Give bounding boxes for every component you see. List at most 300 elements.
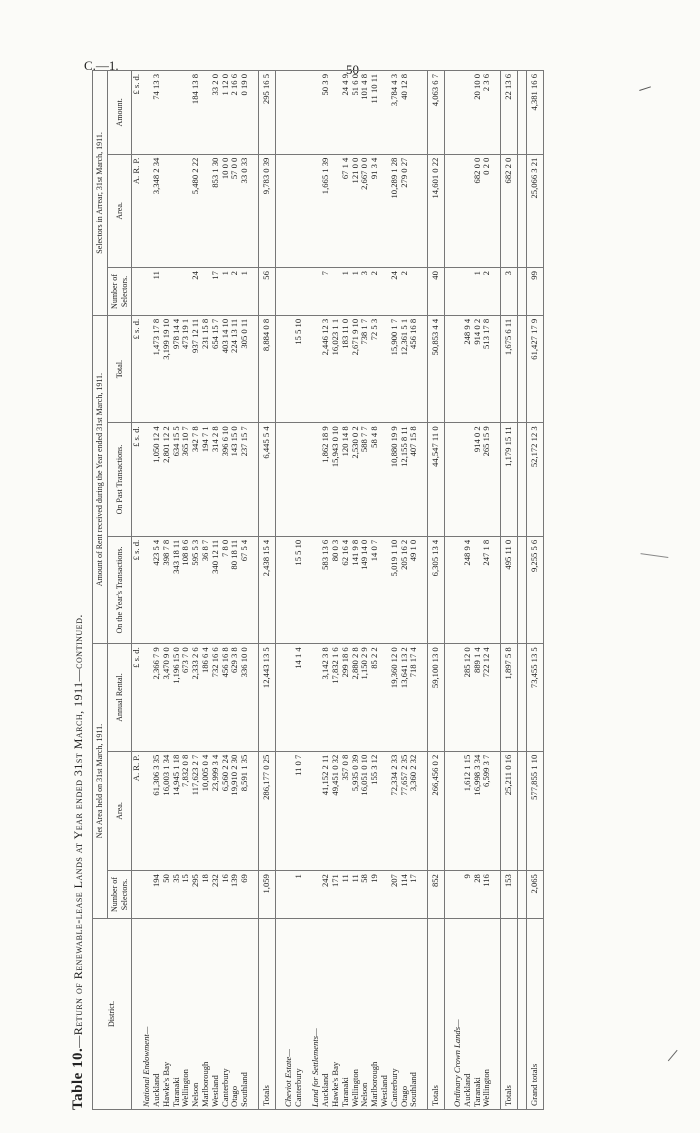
cell-value: 207 xyxy=(390,871,400,919)
units-row xyxy=(132,71,142,1110)
cell-district: Hawke's Bay xyxy=(162,918,172,1109)
cell-value: 3,199 19 10 xyxy=(162,315,172,422)
cell-value: 17,832 1 6 xyxy=(331,644,341,751)
cell-value: 20 10 0 xyxy=(473,71,483,155)
cell-value: 72 5 3 xyxy=(370,315,380,422)
table-row xyxy=(181,71,191,1110)
cell-district: Nelson xyxy=(360,918,370,1109)
cell-value: 588 7 7 xyxy=(360,423,370,536)
cell-value: 423 5 4 xyxy=(152,536,162,643)
cell-value: 14,945 1 18 xyxy=(172,751,182,870)
cell-value xyxy=(294,423,304,536)
cell-value: 14,601 0 22 xyxy=(428,154,445,267)
table-row xyxy=(152,71,162,1110)
col-arr-num: Number of Selectors. xyxy=(107,268,132,316)
table-row xyxy=(473,71,483,1110)
cell-value: 4,381 16 6 xyxy=(526,71,543,155)
table-row xyxy=(294,71,304,1110)
cell-value: 18 xyxy=(201,871,211,919)
table-title xyxy=(70,70,87,1110)
cell-value: 61,427 17 9 xyxy=(526,315,543,422)
cell-value xyxy=(172,268,182,316)
cell-value: 3,784 4 3 xyxy=(390,71,400,155)
cell-value: 7 xyxy=(321,268,331,316)
group-header-row xyxy=(311,71,321,1110)
cell-district: Canterbury xyxy=(294,918,304,1109)
cell-value: 1 12 0 xyxy=(221,71,231,155)
cell-value: 12,443 13 5 xyxy=(258,644,275,751)
table-row xyxy=(341,71,351,1110)
cell-value: 2 16 6 xyxy=(230,71,240,155)
col-district: District. xyxy=(93,918,132,1109)
cell-value: 0 2 0 xyxy=(482,154,492,267)
cell-value: 978 14 4 xyxy=(172,315,182,422)
cell-value: 914 0 2 xyxy=(473,315,483,422)
cell-value: 342 7 8 xyxy=(191,423,201,536)
cell-value: 1 xyxy=(473,268,483,316)
cell-value: 80 0 3 xyxy=(331,536,341,643)
cell-value: 224 13 11 xyxy=(230,315,240,422)
cell-value: 9,255 5 6 xyxy=(526,536,543,643)
cell-value: 14 0 7 xyxy=(370,536,380,643)
cell-value: 194 xyxy=(152,871,162,919)
cell-value: 108 8 6 xyxy=(181,536,191,643)
cell-value: 6,305 13 4 xyxy=(428,536,445,643)
cell-value: 141 9 8 xyxy=(351,536,361,643)
cell-value: 2,446 12 3 xyxy=(321,315,331,422)
cell-value: 1 xyxy=(351,268,361,316)
cell-value: 7,832 0 8 xyxy=(181,751,191,870)
cell-district: Nelson xyxy=(191,918,201,1109)
cell-value: 155 3 12 xyxy=(370,751,380,870)
cell-value: 74 13 3 xyxy=(152,71,162,155)
cell-value: 8,591 1 35 xyxy=(240,751,250,870)
cell-value: 1,059 xyxy=(258,871,275,919)
cell-value: 153 xyxy=(501,871,518,919)
cell-value: 121 0 0 xyxy=(351,154,361,267)
cell-value: 11 0 7 xyxy=(294,751,304,870)
cell-value: 2,530 0 2 xyxy=(351,423,361,536)
cell-value: 403 14 10 xyxy=(221,315,231,422)
cell-value xyxy=(294,154,304,267)
cell-value: 2,333 2 6 xyxy=(191,644,201,751)
totals-row xyxy=(258,71,275,1110)
table-row xyxy=(240,71,250,1110)
cell-value: 12,361 5 1 xyxy=(400,315,410,422)
cell-value: 12,155 8 11 xyxy=(400,423,410,536)
cell-value: 143 15 0 xyxy=(230,423,240,536)
cell-value: 398 7 8 xyxy=(162,536,172,643)
cell-value xyxy=(453,154,463,267)
cell-value: 3 xyxy=(360,268,370,316)
cell-district: Wellington xyxy=(482,918,492,1109)
cell-value: 11 10 11 xyxy=(370,71,380,155)
cell-value: 56 xyxy=(258,268,275,316)
cell-value: 314 2 8 xyxy=(211,423,221,536)
spacer-row xyxy=(444,71,453,1110)
cell-value: 1 xyxy=(221,268,231,316)
cell-value xyxy=(453,423,463,536)
cell-district: Westland xyxy=(211,918,221,1109)
cell-value: 357 0 8 xyxy=(341,751,351,870)
cell-value: 50,853 4 4 xyxy=(428,315,445,422)
cell-value: 33 2 0 xyxy=(211,71,221,155)
cell-value: 295 xyxy=(191,871,201,919)
col-group-held: Net Area held on 31st March, 1911. xyxy=(93,644,108,919)
cell-value: 22 13 6 xyxy=(501,71,518,155)
cell-value: 266,456 0 2 xyxy=(428,751,445,870)
table-row xyxy=(390,71,400,1110)
cell-value: £ s. d. xyxy=(132,644,142,751)
cell-value: 295 16 5 xyxy=(258,71,275,155)
spacer-row xyxy=(250,71,259,1110)
cell-value: 914 0 2 xyxy=(473,423,483,536)
cell-value: 286,177 0 25 xyxy=(258,751,275,870)
cell-value: 3 xyxy=(501,268,518,316)
cell-value: 343 18 11 xyxy=(172,536,182,643)
cell-value: 91 3 4 xyxy=(370,154,380,267)
cell-value: 23,999 3 4 xyxy=(211,751,221,870)
cell-value: 10,289 1 28 xyxy=(390,154,400,267)
table-row xyxy=(221,71,231,1110)
col-area: Area. xyxy=(107,751,132,870)
group-header-row xyxy=(453,71,463,1110)
cell-value: 231 15 8 xyxy=(201,315,211,422)
cell-value: 44,547 11 0 xyxy=(428,423,445,536)
table-row xyxy=(351,71,361,1110)
cell-value: 59,100 13 0 xyxy=(428,644,445,751)
cell-value: 2,671 9 10 xyxy=(351,315,361,422)
cell-value: 1,897 5 8 xyxy=(501,644,518,751)
cell-value: 852 xyxy=(428,871,445,919)
spacer-row xyxy=(517,71,526,1110)
cell-value: 16,003 1 34 xyxy=(162,751,172,870)
cell-value: 57 0 0 xyxy=(230,154,240,267)
cell-value: 5,935 0 39 xyxy=(351,751,361,870)
cell-value: 2 3 6 xyxy=(482,71,492,155)
cell-value: 58 xyxy=(360,871,370,919)
cell-value: 718 17 4 xyxy=(409,644,419,751)
cell-value: 9,783 0 39 xyxy=(258,154,275,267)
totals-row xyxy=(428,71,445,1110)
col-arr-amount: Amount. xyxy=(107,71,132,155)
cell-value: 629 3 8 xyxy=(230,644,240,751)
cell-district: Totals xyxy=(428,918,445,1109)
cell-value: 116 xyxy=(482,871,492,919)
cell-value: 2,801 12 2 xyxy=(162,423,172,536)
cell-district: Marlborough xyxy=(370,918,380,1109)
cell-value: 120 14 8 xyxy=(341,423,351,536)
cell-value xyxy=(132,871,142,919)
cell-district: Canterbury xyxy=(221,918,231,1109)
cell-value: 2 xyxy=(370,268,380,316)
cell-value: 62 16 4 xyxy=(341,536,351,643)
cell-value: 1,150 2 9 xyxy=(360,644,370,751)
group-header-row xyxy=(142,71,152,1110)
cell-value: 184 13 8 xyxy=(191,71,201,155)
cell-value: 1,050 12 4 xyxy=(152,423,162,536)
cell-value: 40 12 8 xyxy=(400,71,410,155)
cell-value: 52,172 12 3 xyxy=(526,423,543,536)
cell-value xyxy=(132,268,142,316)
cell-value: 19,910 2 30 xyxy=(230,751,240,870)
col-on-year: On the Year's Transactions. xyxy=(107,536,132,643)
cell-value: 248 9 4 xyxy=(463,536,473,643)
page-number: 50 xyxy=(346,62,359,77)
cell-value: 1,473 17 8 xyxy=(152,315,162,422)
cell-value: 513 17 8 xyxy=(482,315,492,422)
cell-value: 1,196 15 0 xyxy=(172,644,182,751)
cell-value: 248 9 4 xyxy=(463,315,473,422)
cell-value: 19,360 12 0 xyxy=(390,644,400,751)
cell-value: 3,470 9 0 xyxy=(162,644,172,751)
cell-district: National Endowment— xyxy=(142,918,152,1109)
cell-value: 10,880 19 9 xyxy=(390,423,400,536)
cell-value xyxy=(294,268,304,316)
cell-value: 0 19 0 xyxy=(240,71,250,155)
cell-value: 1,675 6 11 xyxy=(501,315,518,422)
cell-value: 35 xyxy=(172,871,182,919)
cell-value: 16,051 0 10 xyxy=(360,751,370,870)
cell-value: 17 xyxy=(409,871,419,919)
cell-value xyxy=(409,268,419,316)
cell-district: Cheviot Estate— xyxy=(284,918,294,1109)
cell-value: 101 4 8 xyxy=(360,71,370,155)
cell-value: 16,998 3 34 xyxy=(473,751,483,870)
table-row xyxy=(463,71,473,1110)
cell-district: Wellington xyxy=(351,918,361,1109)
cell-value: 285 12 0 xyxy=(463,644,473,751)
cell-district: Grand totals xyxy=(526,918,543,1109)
cell-value: 77,657 2 35 xyxy=(400,751,410,870)
cell-value: 33 0 33 xyxy=(240,154,250,267)
cell-district: Land for Settlements— xyxy=(311,918,321,1109)
cell-value: 7 8 0 xyxy=(221,536,231,643)
cell-value: 232 xyxy=(211,871,221,919)
cell-value: A. R. P. xyxy=(132,751,142,870)
cell-value: 340 12 11 xyxy=(211,536,221,643)
spacer-row xyxy=(303,71,311,1110)
cell-value: 6,560 2 24 xyxy=(221,751,231,870)
cell-value: 11 xyxy=(341,871,351,919)
cell-value: 2,366 7 9 xyxy=(152,644,162,751)
col-arr-area: Area. xyxy=(107,154,132,267)
cell-value: 889 1 4 xyxy=(473,644,483,751)
spacer-row xyxy=(492,71,501,1110)
table-row xyxy=(230,71,240,1110)
cell-value: 14 1 4 xyxy=(294,644,304,751)
table-row xyxy=(400,71,410,1110)
cell-value: 577,855 1 10 xyxy=(526,751,543,870)
cell-value: 50 3 9 xyxy=(321,71,331,155)
table-body xyxy=(132,71,543,1110)
cell-value: 1 xyxy=(294,871,304,919)
cell-value: 149 14 0 xyxy=(360,536,370,643)
cell-value: 24 4 9 xyxy=(341,71,351,155)
cell-value: 2,880 2 8 xyxy=(351,644,361,751)
cell-value: 40 xyxy=(428,268,445,316)
cell-value: 456 16 8 xyxy=(409,315,419,422)
cell-value: 1 xyxy=(341,268,351,316)
cell-value: 1,179 15 11 xyxy=(501,423,518,536)
cell-value: £ s. d. xyxy=(132,423,142,536)
cell-value: 2,438 15 4 xyxy=(258,536,275,643)
cell-value: 4,063 6 7 xyxy=(428,71,445,155)
cell-value: 738 1 7 xyxy=(360,315,370,422)
cell-value: 6,599 3 7 xyxy=(482,751,492,870)
table-row xyxy=(201,71,211,1110)
cell-value: 3,142 3 8 xyxy=(321,644,331,751)
rotated-table-block xyxy=(70,70,670,1110)
cell-value: 19 xyxy=(370,871,380,919)
table-row xyxy=(370,71,380,1110)
cell-value: 2,667 0 0 xyxy=(360,154,370,267)
cell-value: 634 15 5 xyxy=(172,423,182,536)
cell-value: 11 xyxy=(152,268,162,316)
cell-value: £ s. d. xyxy=(132,536,142,643)
table-row xyxy=(172,71,182,1110)
cell-value: 15,900 1 7 xyxy=(390,315,400,422)
cell-value: 682 0 0 xyxy=(473,154,483,267)
table-row xyxy=(380,71,390,1110)
cell-value: 5,019 1 10 xyxy=(390,536,400,643)
cell-district: Otago xyxy=(400,918,410,1109)
cell-value: 305 0 11 xyxy=(240,315,250,422)
cell-value: 242 xyxy=(321,871,331,919)
cell-value: 61,306 3 35 xyxy=(152,751,162,870)
cell-value: 237 15 7 xyxy=(240,423,250,536)
cell-value: 1,862 18 9 xyxy=(321,423,331,536)
cell-value: 299 18 6 xyxy=(341,644,351,751)
cell-district: Southland xyxy=(240,918,250,1109)
cell-value: 24 xyxy=(191,268,201,316)
renewable-lease-table xyxy=(92,70,544,1110)
cell-value: £ s. d. xyxy=(132,315,142,422)
cell-value: 73,455 13 5 xyxy=(526,644,543,751)
spacer-row xyxy=(275,71,284,1110)
cell-district: Westland xyxy=(380,918,390,1109)
cell-value: 13,641 13 2 xyxy=(400,644,410,751)
table-row xyxy=(191,71,201,1110)
cell-value xyxy=(409,154,419,267)
cell-value xyxy=(172,154,182,267)
cell-value xyxy=(294,71,304,155)
col-num-selectors: Number of Selectors. xyxy=(107,871,132,919)
cell-value: 2,065 xyxy=(526,871,543,919)
cell-value: 114 xyxy=(400,871,410,919)
cell-district: Marlborough xyxy=(201,918,211,1109)
cell-value: 69 xyxy=(240,871,250,919)
cell-value: 5,480 2 22 xyxy=(191,154,201,267)
cell-value: 36 8 7 xyxy=(201,536,211,643)
group-header-row xyxy=(284,71,294,1110)
cell-value: 41,152 2 11 xyxy=(321,751,331,870)
cell-value: 722 12 4 xyxy=(482,644,492,751)
cell-value: 1,665 1 39 xyxy=(321,154,331,267)
table-row xyxy=(211,71,221,1110)
cell-value: A. R. P. xyxy=(132,154,142,267)
cell-value: 279 0 27 xyxy=(400,154,410,267)
cell-value: 139 xyxy=(230,871,240,919)
table-row xyxy=(331,71,341,1110)
cell-value xyxy=(284,71,294,155)
cell-value: 99 xyxy=(526,268,543,316)
cell-value: 937 12 11 xyxy=(191,315,201,422)
page-code: C.—1. xyxy=(84,58,119,73)
cell-district: Auckland xyxy=(152,918,162,1109)
cell-value: 25,066 3 21 xyxy=(526,154,543,267)
cell-value: 15 5 10 xyxy=(294,315,304,422)
table-row xyxy=(162,71,172,1110)
table-row xyxy=(321,71,331,1110)
cell-value xyxy=(284,268,294,316)
cell-value: 51 6 0 xyxy=(351,71,361,155)
cell-value: 3,348 2 34 xyxy=(152,154,162,267)
cell-value: 583 13 6 xyxy=(321,536,331,643)
col-group-rent: Amount of Rent received during the Year ended 31st March, 1911. xyxy=(93,315,108,643)
cell-value: 67 1 4 xyxy=(341,154,351,267)
cell-value: 265 15 9 xyxy=(482,423,492,536)
cell-value: 9 xyxy=(463,871,473,919)
cell-value: 8,884 0 8 xyxy=(258,315,275,422)
cell-district: Hawke's Bay xyxy=(331,918,341,1109)
cell-value: 682 2 0 xyxy=(501,154,518,267)
cell-value: 407 15 8 xyxy=(409,423,419,536)
cell-value: 72,334 2 33 xyxy=(390,751,400,870)
cell-district: Auckland xyxy=(321,918,331,1109)
cell-value: 473 19 1 xyxy=(181,315,191,422)
cell-value: 336 10 0 xyxy=(240,644,250,751)
cell-value: 10,005 0 4 xyxy=(201,751,211,870)
cell-value: 732 16 6 xyxy=(211,644,221,751)
cell-value: 247 1 8 xyxy=(482,536,492,643)
table-title-text: —Return of Renewable-lease Lands at Year ended 31st March, 1911—continued. xyxy=(71,614,85,1048)
table-row xyxy=(482,71,492,1110)
table-row xyxy=(409,71,419,1110)
cell-district: Taranaki xyxy=(172,918,182,1109)
cell-value: 853 1 30 xyxy=(211,154,221,267)
cell-district: Taranaki xyxy=(473,918,483,1109)
cell-value: 6,445 5 4 xyxy=(258,423,275,536)
col-annual-rental: Annual Rental. xyxy=(107,644,132,751)
cell-district: Totals xyxy=(501,918,518,1109)
cell-value: 28 xyxy=(473,871,483,919)
cell-value xyxy=(162,71,172,155)
cell-value xyxy=(284,154,294,267)
cell-value: 85 2 2 xyxy=(370,644,380,751)
cell-value: 15,943 0 10 xyxy=(331,423,341,536)
cell-value: 595 5 3 xyxy=(191,536,201,643)
cell-value: 49,451 0 32 xyxy=(331,751,341,870)
cell-value: 186 6 4 xyxy=(201,644,211,751)
cell-value: 67 5 4 xyxy=(240,536,250,643)
cell-value xyxy=(172,71,182,155)
cell-value xyxy=(284,423,294,536)
cell-value: 11 xyxy=(351,871,361,919)
col-group-arrear: Selectors in Arrear, 31st March, 1911. xyxy=(93,71,108,316)
cell-value: 456 16 8 xyxy=(221,644,231,751)
cell-value: 3,360 2 32 xyxy=(409,751,419,870)
cell-value: 365 10 7 xyxy=(181,423,191,536)
cell-value: 58 4 8 xyxy=(370,423,380,536)
cell-value: 194 7 1 xyxy=(201,423,211,536)
cell-value: 654 15 7 xyxy=(211,315,221,422)
cell-value: 80 18 11 xyxy=(230,536,240,643)
table-title-number: Table 10. xyxy=(70,1047,86,1110)
cell-district: Wellington xyxy=(181,918,191,1109)
grand-totals-row xyxy=(526,71,543,1110)
table-row xyxy=(360,71,370,1110)
